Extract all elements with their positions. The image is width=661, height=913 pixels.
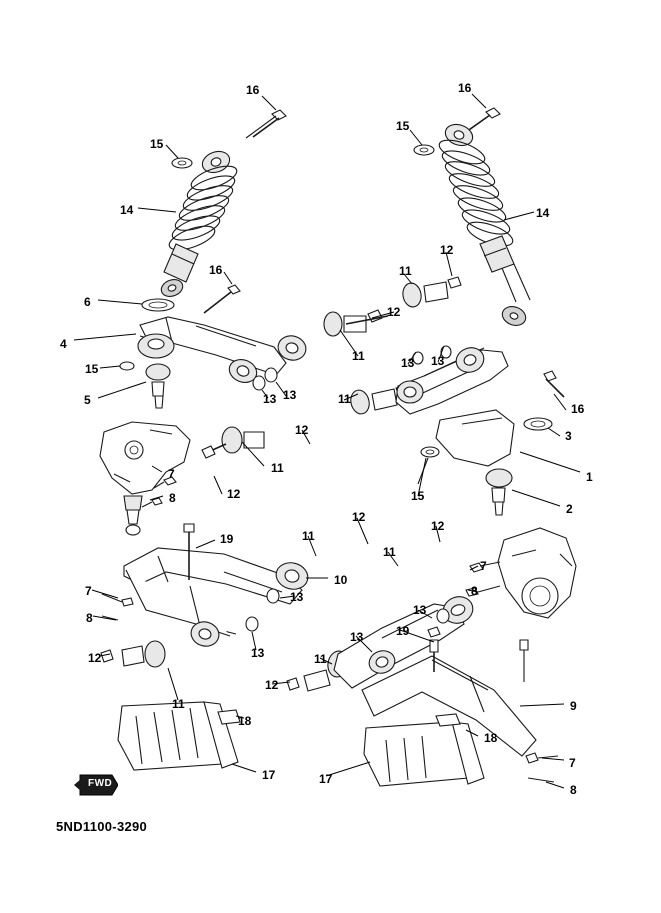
callout-number: 6 <box>84 295 91 309</box>
callout-number: 3 <box>565 429 572 443</box>
callout-number: 5 <box>84 393 91 407</box>
callout-number: 13 <box>413 603 427 617</box>
callout-number: 11 <box>338 392 351 406</box>
callout-number: 14 <box>536 206 550 220</box>
fwd-label: FWD <box>88 778 113 789</box>
callout-number: 4 <box>60 337 67 351</box>
callout-number: 15 <box>396 119 410 133</box>
callout-number: 16 <box>209 263 223 277</box>
callout-number: 14 <box>120 203 134 217</box>
callout-number: 1 <box>586 470 593 484</box>
callout-number: 8 <box>86 611 93 625</box>
part-number-label: 5ND1100-3290 <box>56 819 148 834</box>
callout-number: 11 <box>383 545 396 559</box>
callout-number: 16 <box>571 402 585 416</box>
callout-number: 12 <box>352 510 366 524</box>
callout-number: 2 <box>566 502 573 516</box>
callout-number: 12 <box>431 519 445 533</box>
callout-number: 9 <box>570 699 577 713</box>
callout-number: 12 <box>227 487 241 501</box>
callout-number: 18 <box>484 731 498 745</box>
callout-number: 17 <box>262 768 276 782</box>
callout-number: 7 <box>85 584 92 598</box>
callout-number: 11 <box>271 461 284 475</box>
callout-number: 8 <box>570 783 577 797</box>
callout-number: 7 <box>480 559 487 573</box>
callout-number: 13 <box>431 354 445 368</box>
callout-number: 12 <box>88 651 102 665</box>
callout-number: 12 <box>265 678 279 692</box>
callout-number: 18 <box>238 714 252 728</box>
callout-number: 12 <box>387 305 401 319</box>
callout-number: 11 <box>314 652 327 666</box>
guard-plate-left <box>118 702 240 770</box>
callout-number: 16 <box>246 83 260 97</box>
callout-number: 11 <box>399 264 412 278</box>
callout-number: 15 <box>411 489 425 503</box>
callout-number: 11 <box>172 697 185 711</box>
fwd-direction-badge <box>74 772 118 798</box>
upper-arm-left <box>120 285 309 408</box>
callout-number: 15 <box>150 137 164 151</box>
callout-number: 17 <box>319 772 333 786</box>
callout-number: 7 <box>168 467 175 481</box>
callout-number: 13 <box>401 356 415 370</box>
callout-number: 12 <box>295 423 309 437</box>
callout-number: 13 <box>251 646 265 660</box>
callout-number: 11 <box>302 529 315 543</box>
steering-knuckle-left <box>100 422 190 535</box>
callout-number: 13 <box>290 590 304 604</box>
callout-number: 19 <box>396 624 410 638</box>
callout-number: 16 <box>458 81 472 95</box>
callout-number: 8 <box>169 491 176 505</box>
callout-number: 13 <box>350 630 364 644</box>
callout-number: 15 <box>85 362 99 376</box>
callout-number: 13 <box>283 388 297 402</box>
callout-number: 7 <box>569 756 576 770</box>
callout-number: 8 <box>471 584 478 598</box>
callout-number: 12 <box>440 243 454 257</box>
guard-plate-right <box>364 714 484 786</box>
callout-number: 10 <box>334 573 348 587</box>
callout-number: 13 <box>263 392 277 406</box>
callout-number: 11 <box>352 349 365 363</box>
callout-number: 19 <box>220 532 234 546</box>
shock-absorber-left <box>159 110 286 299</box>
